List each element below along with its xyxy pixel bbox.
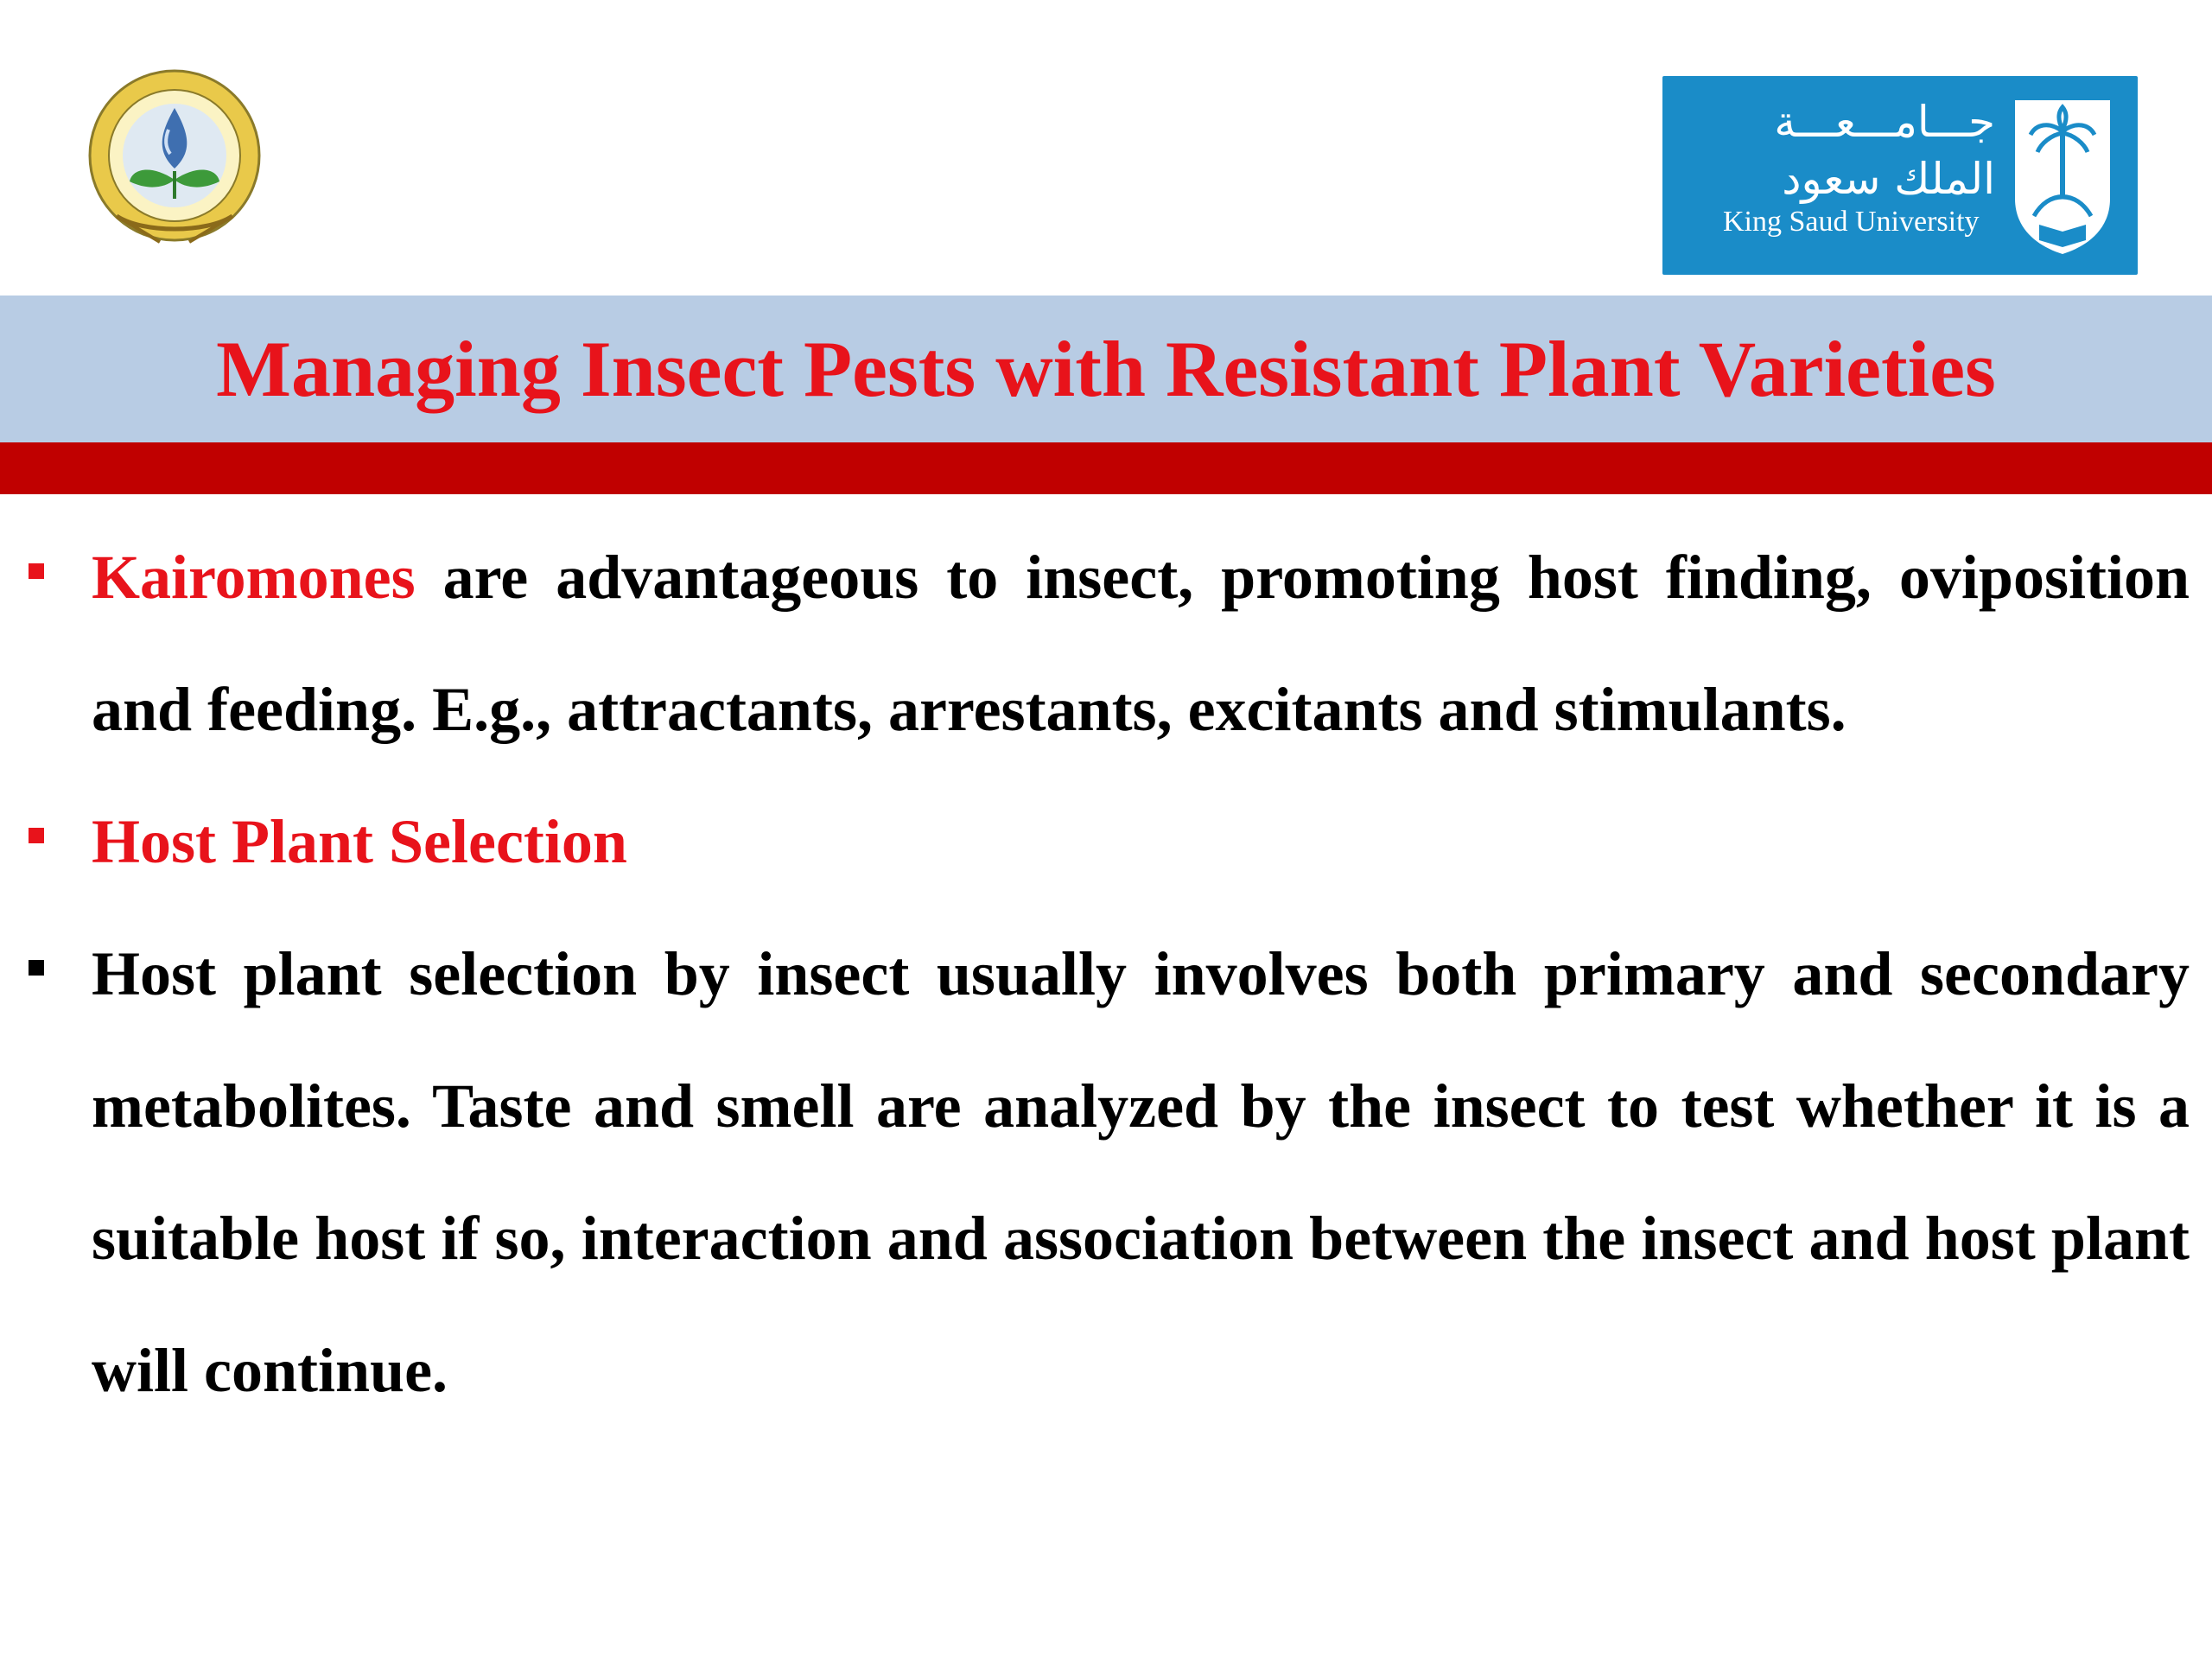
slide-content: [0, 512, 2212, 1437]
ksu-arabic-line2: الملك سعود: [1782, 154, 1995, 204]
ksu-arabic-name: [1710, 93, 1995, 207]
bullet-host-plant-selection-body: [0, 908, 2212, 1437]
bullet-lead-term: Host Plant Selection: [92, 807, 627, 876]
ksu-logo: [1662, 76, 2138, 275]
bullet-text: [92, 908, 2190, 1437]
bullet-body: Host plant selection by insect usually involves both primary and secondary metabolites. Taste and smell are analyzed by the insect to test whether it is a suitable host if so, interaction and association between the insect and host plant will continue.: [92, 939, 2190, 1405]
bullet-host-plant-selection-heading: [0, 776, 2212, 908]
title-band: [0, 296, 2212, 442]
square-bullet-icon: [29, 828, 44, 843]
bullet-body: are advantageous to insect, promoting host finding, oviposition and feeding. E.g., attractants, arrestants, excitants and stimulants.: [92, 543, 2190, 744]
ksu-arabic-line1: جـــامـــعـــة: [1774, 97, 1995, 147]
slide-title: Managing Insect Pests with Resistant Plant Varieties: [216, 325, 1996, 413]
title-divider-bar: [0, 442, 2212, 494]
bullet-lead-term: Kairomones: [92, 543, 416, 612]
palm-and-swords-emblem-icon: [2010, 95, 2115, 257]
college-seal-logo: [82, 69, 268, 255]
square-bullet-icon: [29, 960, 44, 976]
ksu-english-name: King Saud University: [1723, 206, 1980, 238]
bullet-text: [92, 512, 2190, 776]
bullet-kairomones: [0, 512, 2212, 776]
bullet-text: [92, 776, 2190, 908]
square-bullet-icon: [29, 563, 44, 579]
